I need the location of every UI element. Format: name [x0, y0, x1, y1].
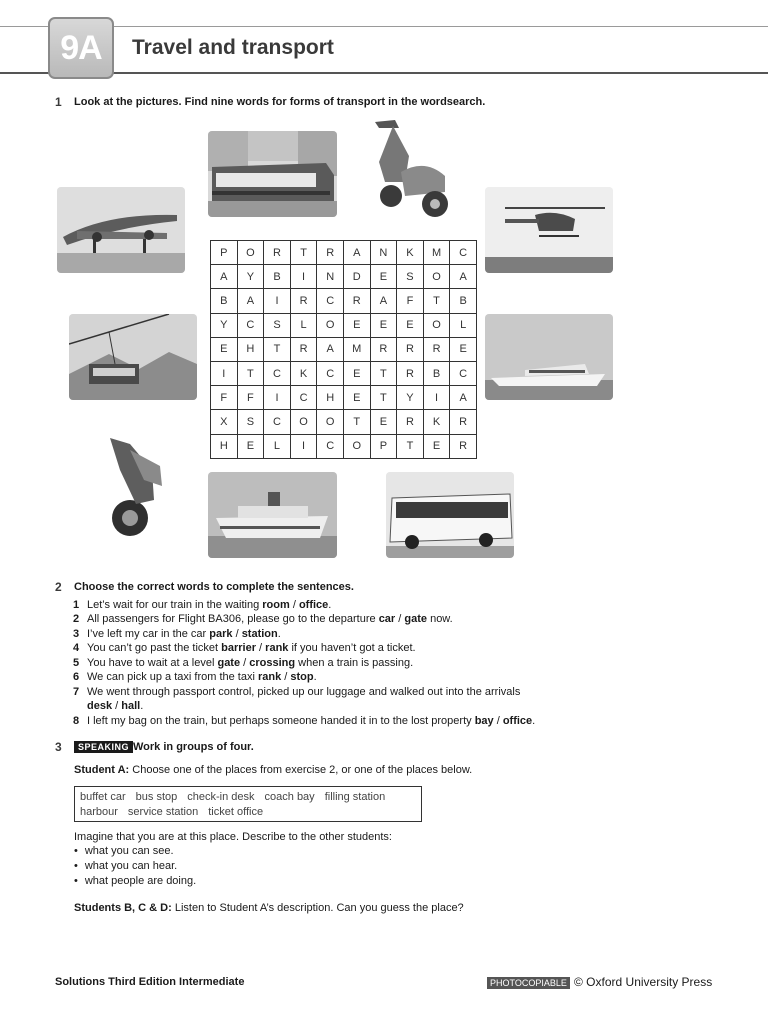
- wordsearch-cell[interactable]: E: [370, 313, 397, 337]
- wordsearch-cell[interactable]: O: [423, 265, 450, 289]
- footer-book-title: Solutions Third Edition Intermediate: [55, 976, 245, 988]
- wordsearch-cell[interactable]: K: [423, 410, 450, 434]
- places-box: [74, 786, 422, 822]
- sentence-6: 6 We can pick up a taxi from the taxi rank / stop.: [73, 671, 317, 683]
- wordsearch-cell[interactable]: P: [211, 241, 238, 265]
- wordsearch-cell[interactable]: H: [237, 337, 264, 361]
- wordsearch-cell[interactable]: O: [343, 434, 370, 458]
- wordsearch-cell[interactable]: I: [423, 386, 450, 410]
- sentence-number: 8: [73, 715, 80, 727]
- place-item: coach bay: [264, 791, 315, 803]
- motorbike-picture: [100, 430, 178, 542]
- wordsearch-cell[interactable]: E: [423, 434, 450, 458]
- wordsearch-cell[interactable]: Y: [237, 265, 264, 289]
- wordsearch-cell[interactable]: R: [450, 410, 477, 434]
- option-b[interactable]: office: [502, 715, 533, 727]
- sentence-number: 3: [73, 628, 80, 640]
- option-a[interactable]: gate: [217, 657, 241, 669]
- sentence-text: Let’s wait for our train in the waiting: [87, 599, 263, 611]
- wordsearch-cell[interactable]: F: [211, 386, 238, 410]
- student-a-label: Student A:: [74, 764, 130, 776]
- header-rule-top: [0, 26, 768, 27]
- wordsearch-cell[interactable]: A: [450, 386, 477, 410]
- wordsearch-cell[interactable]: C: [264, 410, 291, 434]
- wordsearch-cell[interactable]: E: [450, 337, 477, 361]
- wordsearch-cell[interactable]: R: [343, 289, 370, 313]
- option-b[interactable]: office: [298, 599, 329, 611]
- wordsearch-row: [211, 434, 477, 458]
- wordsearch-cell[interactable]: L: [290, 313, 317, 337]
- wordsearch-cell[interactable]: O: [317, 313, 344, 337]
- sentence-end: .: [532, 715, 536, 727]
- student-a-text: Choose one of the places from exercise 2, or one of the places below.: [129, 764, 473, 776]
- wordsearch-cell[interactable]: E: [237, 434, 264, 458]
- ferry-picture: [208, 472, 337, 558]
- coach-picture: [386, 472, 514, 558]
- sentence-number: 7: [73, 686, 80, 698]
- wordsearch-cell[interactable]: T: [343, 410, 370, 434]
- place-item: filling station: [324, 791, 386, 803]
- cable-car-picture: [69, 314, 197, 400]
- sentence-number: 2: [73, 613, 80, 625]
- photocopiable-badge: PHOTOCOPIABLE: [487, 977, 570, 989]
- wordsearch-cell[interactable]: I: [290, 265, 317, 289]
- wordsearch-cell[interactable]: R: [290, 289, 317, 313]
- helicopter-picture: [485, 187, 613, 273]
- wordsearch-cell[interactable]: O: [290, 410, 317, 434]
- ferry-photo: [208, 472, 337, 558]
- wordsearch-cell[interactable]: A: [317, 337, 344, 361]
- wordsearch-cell[interactable]: T: [264, 337, 291, 361]
- wordsearch-cell[interactable]: O: [423, 313, 450, 337]
- wordsearch-cell[interactable]: A: [370, 289, 397, 313]
- wordsearch-cell[interactable]: A: [343, 241, 370, 265]
- wordsearch-cell[interactable]: O: [237, 241, 264, 265]
- option-b[interactable]: stop: [290, 671, 314, 683]
- wordsearch-cell[interactable]: F: [237, 386, 264, 410]
- places-row-1: [80, 790, 416, 805]
- wordsearch-cell[interactable]: R: [423, 337, 450, 361]
- footer-publisher: © Oxford University Press: [574, 975, 713, 989]
- sentence-8: 8 I left my bag on the train, but perhaps someone handed it in to the lost property bay / office.: [73, 715, 536, 727]
- unit-badge: 9A: [48, 17, 114, 79]
- wordsearch-cell[interactable]: T: [397, 434, 424, 458]
- wordsearch-cell[interactable]: O: [317, 410, 344, 434]
- wordsearch-cell[interactable]: E: [343, 386, 370, 410]
- wordsearch-row: [211, 337, 477, 361]
- helicopter-photo: [485, 187, 613, 273]
- wordsearch-row: [211, 361, 477, 385]
- sentence-number: 5: [73, 657, 80, 669]
- bullet-item: • what you can hear.: [74, 860, 177, 872]
- students-bcd-text: Listen to Student A’s description. Can you guess the place?: [171, 902, 464, 914]
- wordsearch-row: [211, 265, 477, 289]
- place-item: ticket office: [208, 806, 264, 818]
- page-title: Travel and transport: [132, 36, 334, 59]
- tram-photo: [208, 131, 337, 217]
- wordsearch-cell[interactable]: C: [237, 313, 264, 337]
- wordsearch-cell[interactable]: C: [317, 361, 344, 385]
- wordsearch-cell[interactable]: S: [264, 313, 291, 337]
- place-item: check-in desk: [187, 791, 255, 803]
- wordsearch-cell[interactable]: T: [423, 289, 450, 313]
- wordsearch-cell[interactable]: R: [397, 337, 424, 361]
- wordsearch-cell[interactable]: H: [317, 386, 344, 410]
- wordsearch-cell[interactable]: C: [317, 289, 344, 313]
- wordsearch-cell[interactable]: E: [370, 410, 397, 434]
- sentence-end: .: [328, 599, 332, 611]
- wordsearch-row: [211, 313, 477, 337]
- speaking-tag: SPEAKING: [74, 741, 133, 753]
- sentence-1: 1 Let’s wait for our train in the waiting room / office.: [73, 599, 332, 611]
- wordsearch-cell[interactable]: A: [450, 265, 477, 289]
- students-bcd-line: [74, 902, 464, 914]
- wordsearch-cell[interactable]: E: [211, 337, 238, 361]
- option-a[interactable]: park: [209, 628, 233, 640]
- sentence-number: 1: [73, 599, 80, 611]
- cable-car-photo: [69, 314, 197, 400]
- header-rule-bottom: [0, 72, 768, 74]
- wordsearch-cell[interactable]: L: [264, 434, 291, 458]
- wordsearch-cell[interactable]: C: [450, 241, 477, 265]
- sentence-number: 6: [73, 671, 80, 683]
- option-a[interactable]: desk: [87, 700, 113, 712]
- sentence-7: 7 We went through passport control, picked up our luggage and walked out into the arrivals desk / hall.: [73, 686, 521, 712]
- wordsearch-row: [211, 386, 477, 410]
- wordsearch-cell[interactable]: F: [397, 289, 424, 313]
- option-a[interactable]: barrier: [221, 642, 256, 654]
- wordsearch-cell[interactable]: K: [397, 241, 424, 265]
- wordsearch-cell[interactable]: E: [370, 265, 397, 289]
- sentence-end: if you haven’t got a ticket.: [288, 642, 416, 654]
- sentence-text: I left my bag on the train, but perhaps someone handed it in to the lost property: [87, 715, 475, 727]
- wordsearch-cell[interactable]: P: [370, 434, 397, 458]
- wordsearch-cell[interactable]: N: [370, 241, 397, 265]
- wordsearch-cell[interactable]: B: [211, 289, 238, 313]
- wordsearch-cell[interactable]: B: [423, 361, 450, 385]
- wordsearch-cell[interactable]: L: [450, 313, 477, 337]
- option-b[interactable]: station: [241, 628, 278, 640]
- wordsearch-cell[interactable]: A: [237, 289, 264, 313]
- wordsearch-cell[interactable]: T: [237, 361, 264, 385]
- plane-photo: [57, 187, 185, 273]
- wordsearch-cell[interactable]: E: [397, 313, 424, 337]
- option-a[interactable]: bay: [474, 715, 494, 727]
- wordsearch-cell[interactable]: H: [211, 434, 238, 458]
- wordsearch-cell[interactable]: M: [343, 337, 370, 361]
- wordsearch-row: [211, 410, 477, 434]
- exercise-1-number: 1: [55, 95, 62, 109]
- sentence-text: All passengers for Flight BA306, please go to the departure: [87, 613, 379, 625]
- tram-picture: [208, 131, 337, 217]
- place-item: bus stop: [135, 791, 178, 803]
- option-b[interactable]: crossing: [249, 657, 296, 669]
- wordsearch-cell[interactable]: T: [370, 361, 397, 385]
- place-item: service station: [127, 806, 199, 818]
- imagine-text: Imagine that you are at this place. Describe to the other students:: [74, 831, 392, 843]
- students-bcd-label: Students B, C & D:: [74, 902, 172, 914]
- wordsearch-cell[interactable]: B: [264, 265, 291, 289]
- wordsearch-cell[interactable]: R: [317, 241, 344, 265]
- wordsearch-cell[interactable]: C: [290, 386, 317, 410]
- wordsearch-cell[interactable]: I: [290, 434, 317, 458]
- wordsearch-cell[interactable]: I: [264, 289, 291, 313]
- bullet-item: • what you can see.: [74, 845, 174, 857]
- wordsearch-cell[interactable]: R: [290, 337, 317, 361]
- place-item: buffet car: [80, 791, 126, 803]
- wordsearch-cell[interactable]: I: [211, 361, 238, 385]
- sentence-end: now.: [427, 613, 453, 625]
- wordsearch-cell[interactable]: I: [264, 386, 291, 410]
- wordsearch-cell[interactable]: C: [264, 361, 291, 385]
- wordsearch-cell[interactable]: R: [397, 410, 424, 434]
- wordsearch-cell[interactable]: R: [397, 361, 424, 385]
- wordsearch-cell[interactable]: K: [290, 361, 317, 385]
- exercise-1-instruction: Look at the pictures. Find nine words for forms of transport in the wordsearch.: [74, 96, 486, 108]
- exercise-2-number: 2: [55, 580, 62, 594]
- places-row-2: [80, 805, 416, 820]
- option-a[interactable]: car: [378, 613, 396, 625]
- wordsearch-cell[interactable]: S: [237, 410, 264, 434]
- wordsearch-cell[interactable]: R: [370, 337, 397, 361]
- wordsearch-cell[interactable]: D: [343, 265, 370, 289]
- option-b[interactable]: rank: [265, 642, 289, 654]
- wordsearch-cell[interactable]: Y: [397, 386, 424, 410]
- wordsearch-row: [211, 241, 477, 265]
- scooter-picture: [365, 116, 457, 222]
- sentence-number: 4: [73, 642, 80, 654]
- wordsearch-cell[interactable]: R: [450, 434, 477, 458]
- wordsearch-grid: [210, 240, 477, 459]
- sentence-2: 2 All passengers for Flight BA306, please go to the departure car / gate now.: [73, 613, 453, 625]
- wordsearch-cell[interactable]: B: [450, 289, 477, 313]
- option-b[interactable]: hall: [121, 700, 141, 712]
- plane-picture: [57, 187, 185, 273]
- wordsearch-cell[interactable]: E: [343, 313, 370, 337]
- option-a[interactable]: rank: [257, 671, 282, 683]
- sentence-text: I’ve left my car in the car: [87, 628, 210, 640]
- wordsearch-cell[interactable]: R: [264, 241, 291, 265]
- sentence-end: when a train is passing.: [295, 657, 414, 669]
- sentence-text: We can pick up a taxi from the taxi: [87, 671, 258, 683]
- yacht-picture: [485, 314, 613, 400]
- student-a-line: [74, 764, 472, 776]
- sentence-text: You can’t go past the ticket: [87, 642, 222, 654]
- wordsearch-cell[interactable]: Y: [211, 313, 238, 337]
- sentence-5: 5 You have to wait at a level gate / crossing when a train is passing.: [73, 657, 414, 669]
- wordsearch-cell[interactable]: N: [317, 265, 344, 289]
- sentence-end: .: [277, 628, 281, 640]
- exercise-2-instruction: Choose the correct words to complete the sentences.: [74, 581, 354, 593]
- exercise-3-instruction: Work in groups of four.: [133, 741, 254, 753]
- option-a[interactable]: room: [262, 599, 290, 611]
- wordsearch-cell[interactable]: X: [211, 410, 238, 434]
- coach-photo: [386, 472, 514, 558]
- wordsearch-cell[interactable]: S: [397, 265, 424, 289]
- sentence-end: .: [313, 671, 317, 683]
- wordsearch-cell[interactable]: C: [450, 361, 477, 385]
- wordsearch-cell[interactable]: A: [211, 265, 238, 289]
- wordsearch-cell[interactable]: M: [423, 241, 450, 265]
- place-item: harbour: [80, 806, 118, 818]
- wordsearch-cell[interactable]: E: [343, 361, 370, 385]
- scooter-photo: [365, 116, 457, 222]
- wordsearch-cell[interactable]: T: [290, 241, 317, 265]
- wordsearch-cell[interactable]: T: [370, 386, 397, 410]
- sentence-end: .: [140, 700, 144, 712]
- wordsearch-row: [211, 289, 477, 313]
- sentence-3: 3 I’ve left my car in the car park / station.: [73, 628, 281, 640]
- exercise-3-number: 3: [55, 740, 62, 754]
- sentence-text: We went through passport control, picked up our luggage and walked out into the arrivals: [87, 686, 521, 698]
- sentence-text: You have to wait at a level: [87, 657, 218, 669]
- bullet-item: • what people are doing.: [74, 875, 196, 887]
- yacht-photo: [485, 314, 613, 400]
- option-b[interactable]: gate: [404, 613, 428, 625]
- motorbike-photo: [100, 430, 178, 542]
- wordsearch-cell[interactable]: C: [317, 434, 344, 458]
- sentence-4: 4 You can’t go past the ticket barrier / rank if you haven’t got a ticket.: [73, 642, 416, 654]
